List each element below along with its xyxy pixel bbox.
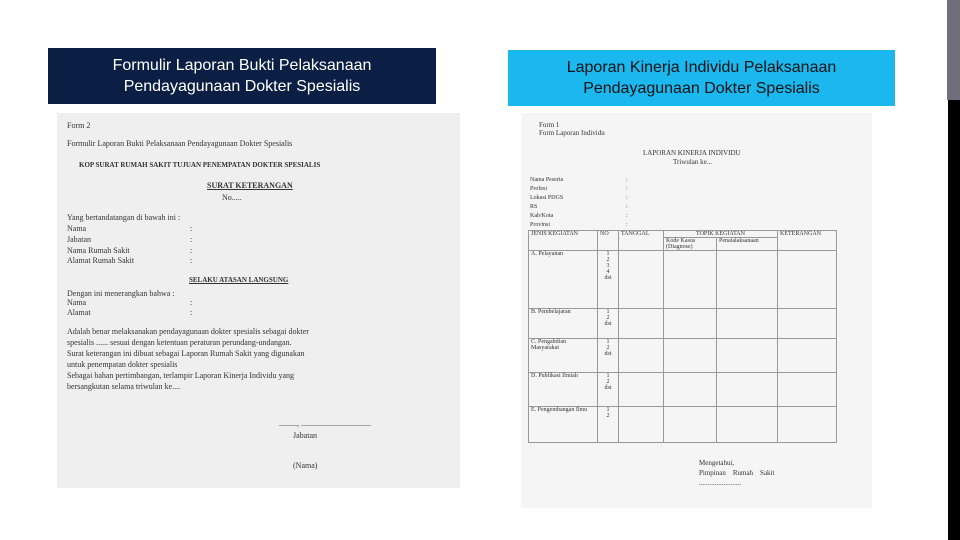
no-cell: 1 2 dst: [598, 339, 619, 373]
empty-cell: [717, 251, 778, 309]
body-line: Sebagai bahan pertimbangan, terlampir Laporan Kinerja Individu yang: [67, 371, 295, 380]
empty-cell: [778, 407, 837, 443]
jenis-cell: E. Pengembangan Ilmu: [529, 407, 598, 443]
body-line: Surat keterangan ini dibuat sebagai Laporan Rumah Sakit yang digunakan: [67, 349, 305, 358]
menerangkan-text: Dengan ini menerangkan bahwa :: [67, 289, 175, 298]
signature-dots: ........., ...................................: [279, 419, 371, 428]
no-cell: 1 2 dst: [598, 373, 619, 407]
laporan-heading: LAPORAN KINERJA INDIVIDU: [643, 149, 741, 157]
empty-cell: [717, 339, 778, 373]
field-sep: :: [626, 222, 628, 228]
body-line: bersangkutan selama triwulan ke....: [67, 382, 181, 391]
atasan-heading: SELAKU ATASAN LANGSUNG: [189, 276, 289, 284]
empty-cell: [619, 407, 664, 443]
surat-number: No.....: [222, 193, 242, 202]
field-label: Nama: [67, 224, 87, 233]
field-label: Lokasi PDGS: [530, 195, 564, 201]
field-label: Nama Peserta: [530, 177, 564, 183]
field-sep: :: [190, 235, 193, 244]
body-line: spesialis ...... sesuai dengan ketentuan peraturan perundang-undangan.: [67, 338, 292, 347]
kop-surat: KOP SURAT RUMAH SAKIT TUJUAN PENEMPATAN DOKTER SPESIALIS: [79, 161, 321, 169]
empty-cell: [717, 407, 778, 443]
right-title-line2: Pendayagunaan Dokter Spesialis: [583, 80, 820, 97]
left-title-line1: Formulir Laporan Bukti Pelaksanaan: [112, 57, 372, 74]
body-line: Adalah benar melaksanakan pendayagunaan dokter spesialis sebagai dokter: [67, 327, 309, 336]
field-label: Nama: [67, 298, 87, 307]
field-label: Alamat Rumah Sakit: [67, 256, 135, 265]
field-sep: :: [190, 298, 193, 307]
empty-cell: [717, 309, 778, 339]
field-sep: :: [626, 204, 628, 210]
field-sep: :: [626, 186, 628, 192]
body-line: untuk penempatan dokter spesialis: [67, 360, 178, 369]
table-row: [529, 309, 837, 339]
empty-cell: [664, 309, 717, 339]
empty-cell: [664, 251, 717, 309]
form-heading: Formulir Laporan Bukti Pelaksanaan Pendayagunaan Dokter Spesialis: [67, 139, 293, 148]
surat-keterangan-document: [57, 113, 460, 488]
form-subtitle: Form Laporan Individu: [539, 129, 605, 137]
jenis-cell: D. Publikasi Ilmiah: [529, 373, 598, 407]
right-edge-accent: [947, 0, 960, 100]
empty-cell: [717, 373, 778, 407]
table-header-row: [529, 231, 837, 238]
left-title-line2: Pendayagunaan Dokter Spesialis: [123, 78, 361, 95]
field-label: Kab/Kota: [530, 213, 554, 219]
table-row: [529, 251, 837, 309]
mengetahui-text: Mengetahui,: [699, 459, 735, 467]
col-tanggal: TANGGAL: [619, 231, 664, 251]
kegiatan-table: [528, 230, 837, 443]
empty-cell: [778, 309, 837, 339]
right-title-line1: Laporan Kinerja Individu Pelaksanaan: [566, 59, 837, 76]
signature-dots: ........................: [699, 479, 741, 487]
empty-cell: [619, 373, 664, 407]
field-label: Jabatan: [67, 235, 91, 244]
empty-cell: [619, 251, 664, 309]
field-sep: :: [626, 195, 628, 201]
jenis-cell: A. Pelayanan: [529, 251, 598, 309]
jenis-cell: B. Pembelajaran: [529, 309, 598, 339]
form-label: Form 1: [539, 121, 560, 129]
empty-cell: [619, 339, 664, 373]
field-sep: :: [190, 224, 193, 233]
col-penatalaksanaan: Penatalaksanaan: [717, 238, 778, 251]
col-kode-kasus: Kode Kasus (Diagnose): [664, 238, 717, 251]
field-label: Nama Rumah Sakit: [67, 246, 130, 255]
table-row: [529, 373, 837, 407]
table-row: [529, 407, 837, 443]
no-cell: 1 2: [598, 407, 619, 443]
col-topik-kegiatan: TOPIK KEGIATAN: [664, 231, 778, 238]
field-label: Provinsi: [530, 222, 551, 228]
empty-cell: [619, 309, 664, 339]
field-sep: :: [626, 177, 628, 183]
field-label: Profesi: [530, 186, 547, 192]
form-label: Form 2: [67, 121, 91, 130]
laporan-kinerja-document: [521, 113, 872, 508]
empty-cell: [778, 251, 837, 309]
jenis-cell: C. Pengabdian Masyarakat: [529, 339, 598, 373]
field-sep: :: [626, 213, 628, 219]
col-keterangan: KETERANGAN: [778, 231, 837, 251]
intro-text: Yang bertandatangan di bawah ini :: [67, 213, 181, 222]
no-cell: 1 2 3 4 dst: [598, 251, 619, 309]
field-label: RS: [530, 204, 538, 210]
empty-cell: [664, 339, 717, 373]
empty-cell: [778, 339, 837, 373]
empty-cell: [664, 407, 717, 443]
field-sep: :: [190, 308, 193, 317]
pimpinan-text: Pimpinan Rumah Sakit: [699, 469, 775, 477]
triwulan-text: Triwulan ke...: [673, 158, 713, 166]
field-sep: :: [190, 256, 193, 265]
field-sep: :: [190, 246, 193, 255]
no-cell: 1 2 dst: [598, 309, 619, 339]
right-panel-title: [508, 50, 895, 106]
col-no: NO: [598, 231, 619, 251]
surat-title: SURAT KETERANGAN: [207, 181, 293, 190]
left-panel-title: [48, 48, 436, 104]
empty-cell: [664, 373, 717, 407]
jabatan-label: Jabatan: [293, 431, 317, 440]
table-row: [529, 339, 837, 373]
empty-cell: [778, 373, 837, 407]
nama-signature: (Nama): [293, 461, 318, 470]
col-jenis-kegiatan: JENIS KEGIATAN: [529, 231, 598, 251]
field-label: Alamat: [67, 308, 91, 317]
